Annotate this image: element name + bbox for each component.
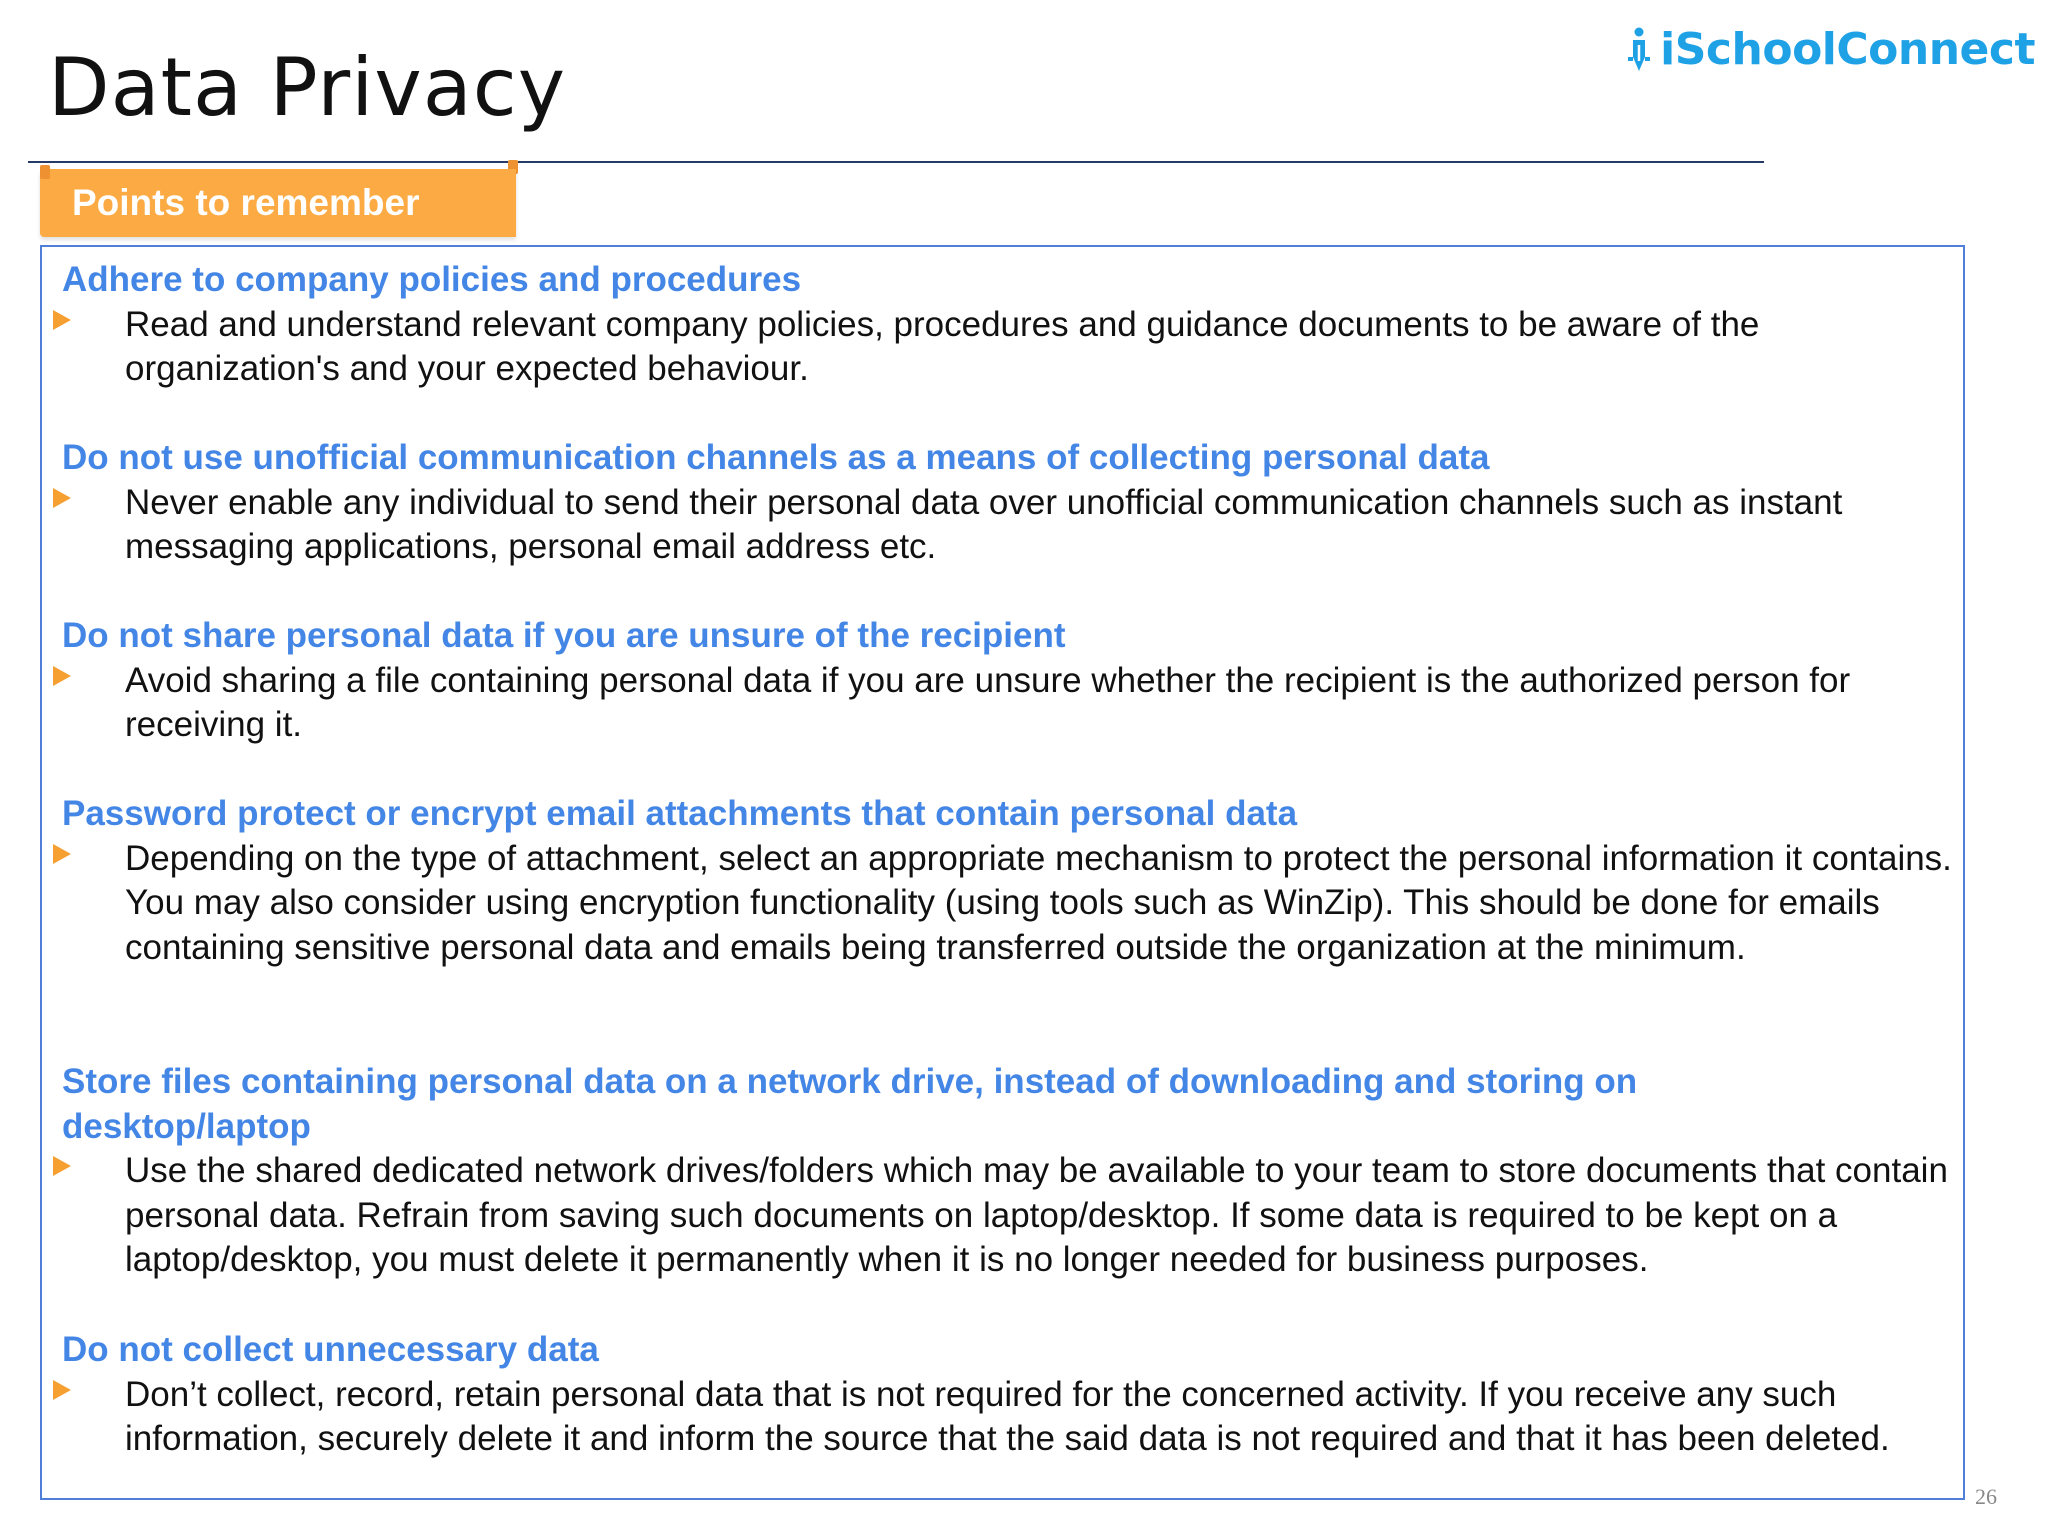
triangle-bullet-icon [52,665,72,687]
point-heading: Adhere to company policies and procedures [62,260,802,299]
point-text: Read and understand relevant company policies, procedures and guidance documents to be aware of the organization's and your expected behaviour. [125,304,1760,389]
point-text: Use the shared dedicated network drives/folders which may be available to your team to store documents that contain personal data. Refrain from saving such documents on laptop/desktop. If some data is required to be kept on a laptop/desktop, you must delete it permanently when it is no longer needed for business purposes. [125,1151,1948,1280]
points-to-remember-tag [40,169,516,237]
point-item [62,614,1952,748]
point-heading: Do not use unofficial communication channels as a means of collecting personal data [62,438,1490,477]
title-divider [28,161,1764,163]
points-panel [40,245,1965,1500]
triangle-bullet-icon [52,487,72,509]
triangle-bullet-icon [52,309,72,331]
point-text: Depending on the type of attachment, select an appropriate mechanism to protect the personal information it contains. You may also consider using encryption functionality (using tools such as WinZip). This should be done for emails containing sensitive personal data and emails being transferred outside the organization at the minimum. [125,838,1952,967]
triangle-bullet-icon [52,1379,72,1401]
point-item [62,1328,1952,1462]
triangle-bullet-icon [52,843,72,865]
point-heading: Password protect or encrypt email attachments that contain personal data [62,794,1298,833]
logo-text: iSchoolConnect [1660,24,2035,75]
tag-label: Points to remember [72,182,420,223]
point-item [62,436,1952,570]
point-item [62,1060,1952,1283]
point-item [62,792,1952,970]
point-text: Avoid sharing a file containing personal data if you are unsure whether the recipient is the authorized person for receiving it. [125,660,1851,745]
pen-nib-icon [1624,27,1654,73]
point-heading: Do not collect unnecessary data [62,1330,599,1369]
point-heading: Store files containing personal data on a network drive, instead of downloading and storing on desktop/laptop [62,1062,1638,1146]
slide-title: Data Privacy [48,41,567,134]
point-text: Don’t collect, record, retain personal data that is not required for the concerned activity. If you receive any such information, securely delete it and inform the source that the said data is not required and that it has been deleted. [125,1374,1890,1459]
page-number: 26 [1975,1484,1997,1509]
tag-fold-left [40,165,50,179]
point-item [62,258,1952,392]
point-heading: Do not share personal data if you are unsure of the recipient [62,616,1066,655]
point-text: Never enable any individual to send their personal data over unofficial communication channels such as instant messaging applications, personal email address etc. [125,482,1843,567]
triangle-bullet-icon [52,1155,72,1177]
ischoolconnect-logo [1624,22,2035,78]
